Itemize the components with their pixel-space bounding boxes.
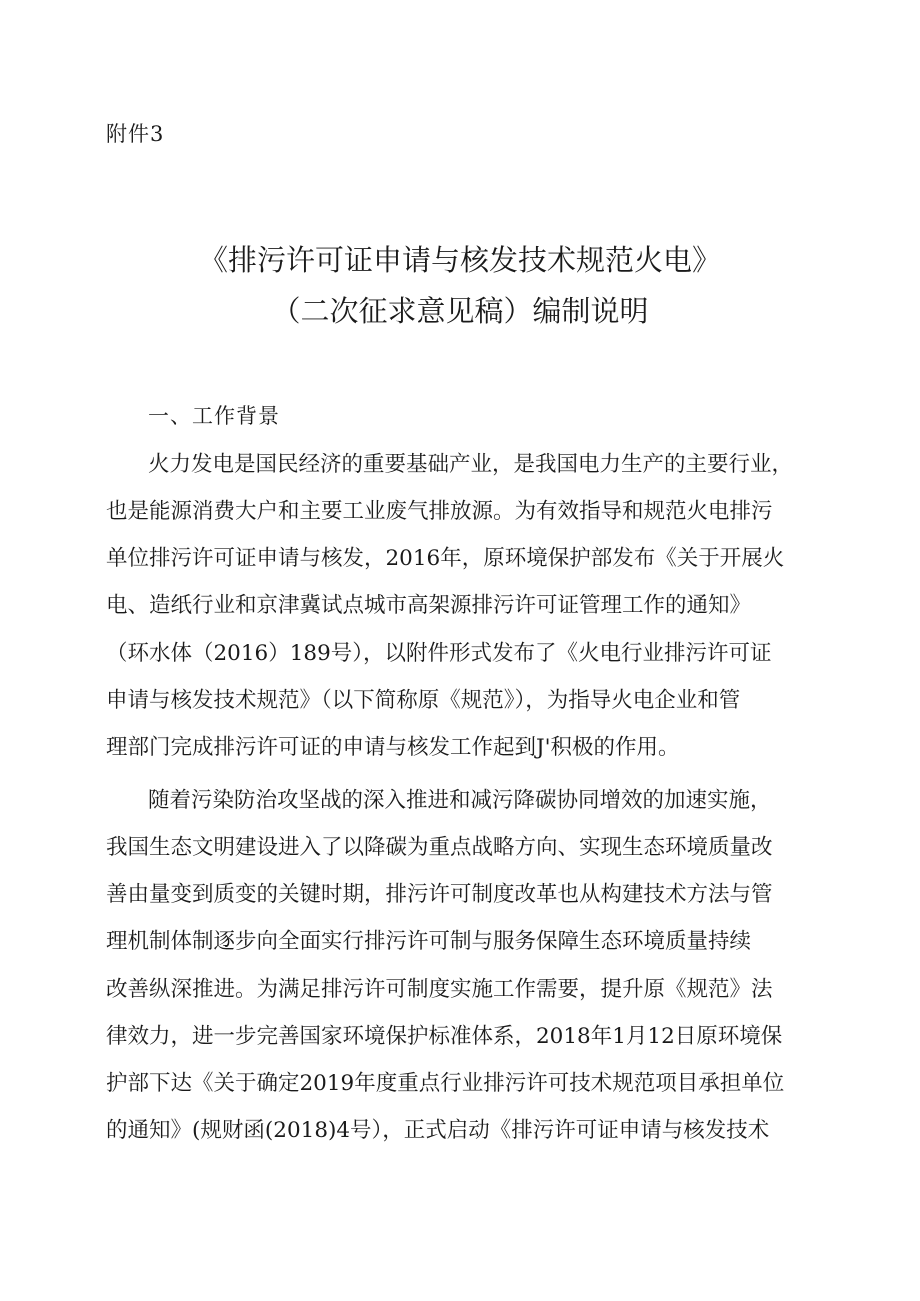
document-title-line-1: 《排污许可证申请与核发技术规范火电》 — [198, 243, 721, 277]
paragraph-2-line-4: 理机制体制逐步向全面实行排污许可制与服务保障生态环境质量持续 — [106, 929, 752, 954]
paragraph-1-line-5: （环水体（2016）189号），以附件形式发布了《火电行业排污许可证 — [106, 641, 772, 666]
paragraph-2-line-8: 的通知》(规财函(2018)4号），正式启动《排污许可证申请与核发技术 — [106, 1118, 770, 1143]
document-title-line-2: （二次征求意见稿）编制说明 — [271, 294, 649, 328]
paragraph-1-line-4: 电、造纸行业和京津冀试点城市高架源排污许可证管理工作的通知》 — [106, 593, 752, 618]
paragraph-1-line-2: 也是能源消费大户和主要工业废气排放源。为有效指导和规范火电排污 — [106, 499, 773, 524]
paragraph-2-line-7: 护部下达《关于确定2019年度重点行业排污许可技术规范项目承担单位 — [106, 1071, 785, 1096]
paragraph-2-line-3: 善由量变到质变的关键时期，排污许可制度改革也从构建技术方法与管 — [106, 882, 773, 907]
paragraph-2-line-6: 律效力，进一步完善国家环境保护标准体系，2018年1月12日原环境保 — [106, 1024, 783, 1049]
paragraph-1-line-1: 火力发电是国民经济的重要基础产业，是我国电力生产的主要行业， — [148, 452, 794, 477]
paragraph-1-line-6: 申请与核发技术规范》（以下简称原《规范》），为指导火电企业和管 — [106, 688, 741, 713]
section-heading-background: 一、工作背景 — [148, 404, 280, 428]
paragraph-2-line-2: 我国生态文明建设进入了以降碳为重点战略方向、实现生态环境质量改 — [106, 835, 773, 860]
paragraph-1-line-3: 单位排污许可证申请与核发，2016年，原环境保护部发布《关于开展火 — [106, 546, 785, 571]
paragraph-1-line-7: 理部门完成排污许可证的申请与核发工作起到J'积极的作用。 — [106, 735, 680, 760]
paragraph-2-line-5: 改善纵深推进。为满足排污许可制度实施工作需要，提升原《规范》法 — [106, 977, 773, 1002]
paragraph-2-line-1: 随着污染防治攻坚战的深入推进和减污降碳协同增效的加速实施， — [148, 788, 772, 813]
attachment-label: 附件3 — [106, 122, 165, 146]
